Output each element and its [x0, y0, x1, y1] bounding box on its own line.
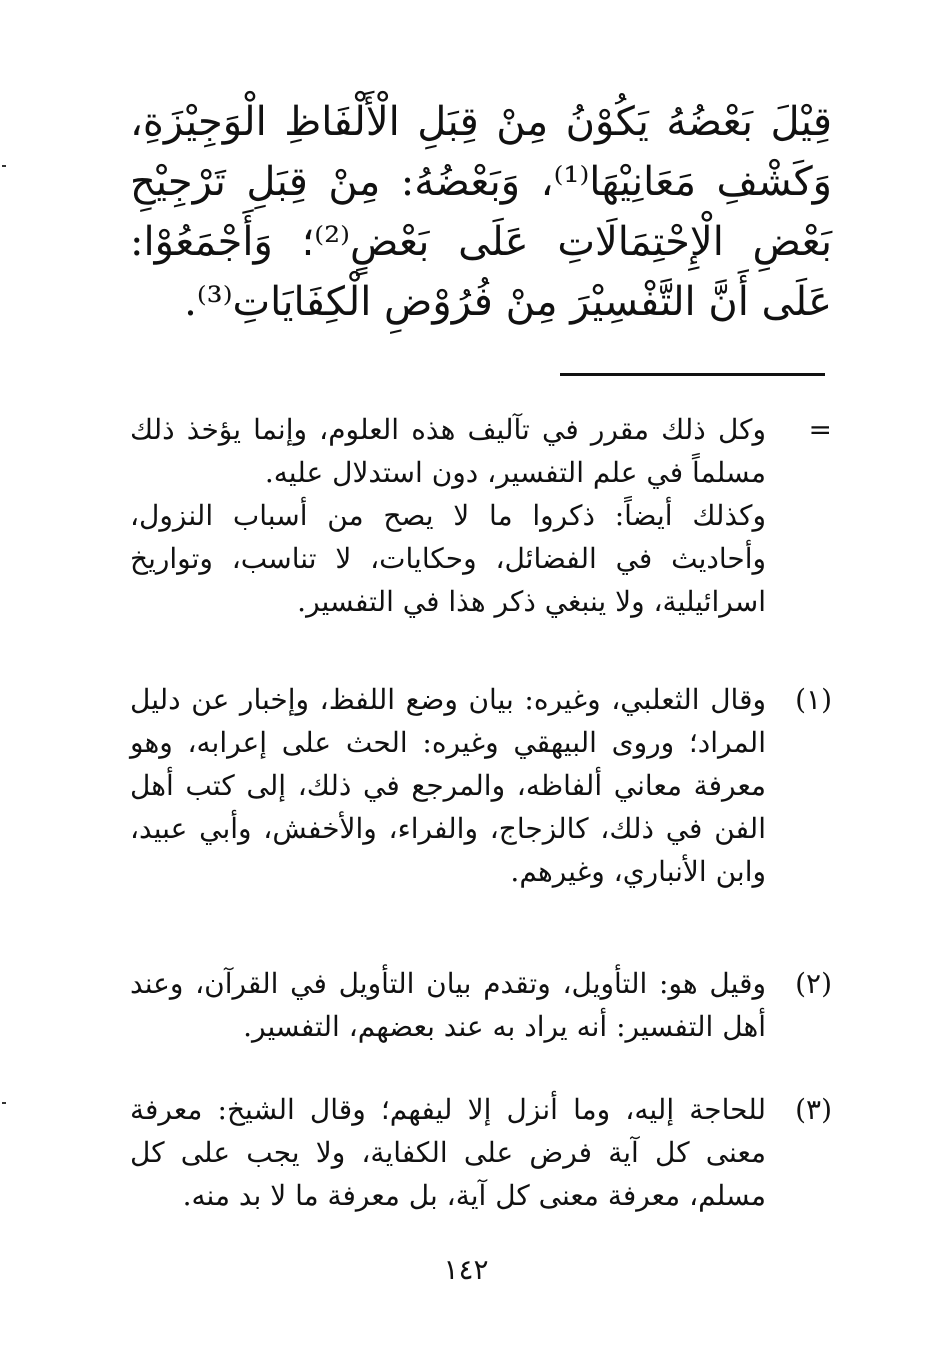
- footnote-1-marker: (١): [795, 683, 832, 716]
- page-number: ١٤٢: [443, 1253, 489, 1286]
- footnote-1-text: وقال الثعلبي، وغيره: بيان وضع اللفظ، وإخبار عن دليل المراد؛ وروى البيهقي وغيره: الحث على إعرابه، وهو معرفة معاني ألفاظه، والمرجع في ذلك، إلى كتب أهل الفن في ذلك، كالزجاج، والفراء، والأخفش، وأبي عبيد، وابن الأنباري، وغيرهم.: [130, 683, 766, 888]
- footnote-3: [130, 1088, 832, 1217]
- footnote-separator: [560, 373, 825, 376]
- footnote-1: [130, 678, 832, 893]
- footnote-2-marker: (٢): [795, 967, 832, 1000]
- main-paragraph: [130, 92, 832, 332]
- continuation-line-1: وكل ذلك مقرر في تآليف هذه العلوم، وإنما يؤخذ ذلك مسلماً في علم التفسير، دون استدلال عليه.: [130, 413, 766, 489]
- continuation-line-2: وكذلك أيضاً: ذكروا ما لا يصح من أسباب النزول، وأحاديث في الفضائل، وحكايات، لا تناسب، وتواريخ اسرائيلية، ولا ينبغي ذكر هذا في التفسير.: [130, 499, 766, 618]
- margin-tick-mark: [2, 165, 6, 167]
- footnote-continuation: [130, 408, 832, 623]
- footnote-2: [130, 962, 832, 1048]
- main-paragraph-text: قِيْلَ بَعْضُهُ يَكُوْنُ مِنْ قِبَلِ الْأَلْفَاظِ الْوَجِيْزَةِ، وَكَشْفِ مَعَانِيْهَا⁽¹⁾، وَبَعْضُهُ: مِنْ قِبَلِ تَرْجِيْحِ بَعْضِ الْإِحْتِمَالَاتِ عَلَى بَعْضٍ⁽²⁾؛ وَأَجْمَعُوْا: عَلَى أَنَّ التَّفْسِيْرَ مِنْ فُرُوْضِ الْكِفَايَاتِ⁽³⁾.: [130, 99, 832, 325]
- margin-tick-mark: [2, 1102, 6, 1104]
- footnote-3-marker: (٣): [795, 1093, 832, 1126]
- footnote-3-text: للحاجة إليه، وما أنزل إلا ليفهم؛ وقال الشيخ: معرفة معنى كل آية فرض على الكفاية، ولا يجب على كل مسلم، معرفة معنى كل آية، بل معرفة ما لا بد منه.: [130, 1093, 766, 1212]
- footnote-2-text: وقيل هو: التأويل، وتقدم بيان التأويل في القرآن، وعند أهل التفسير: أنه يراد به عند بعضهم، التفسير.: [130, 967, 766, 1043]
- continuation-marker: =: [808, 413, 832, 446]
